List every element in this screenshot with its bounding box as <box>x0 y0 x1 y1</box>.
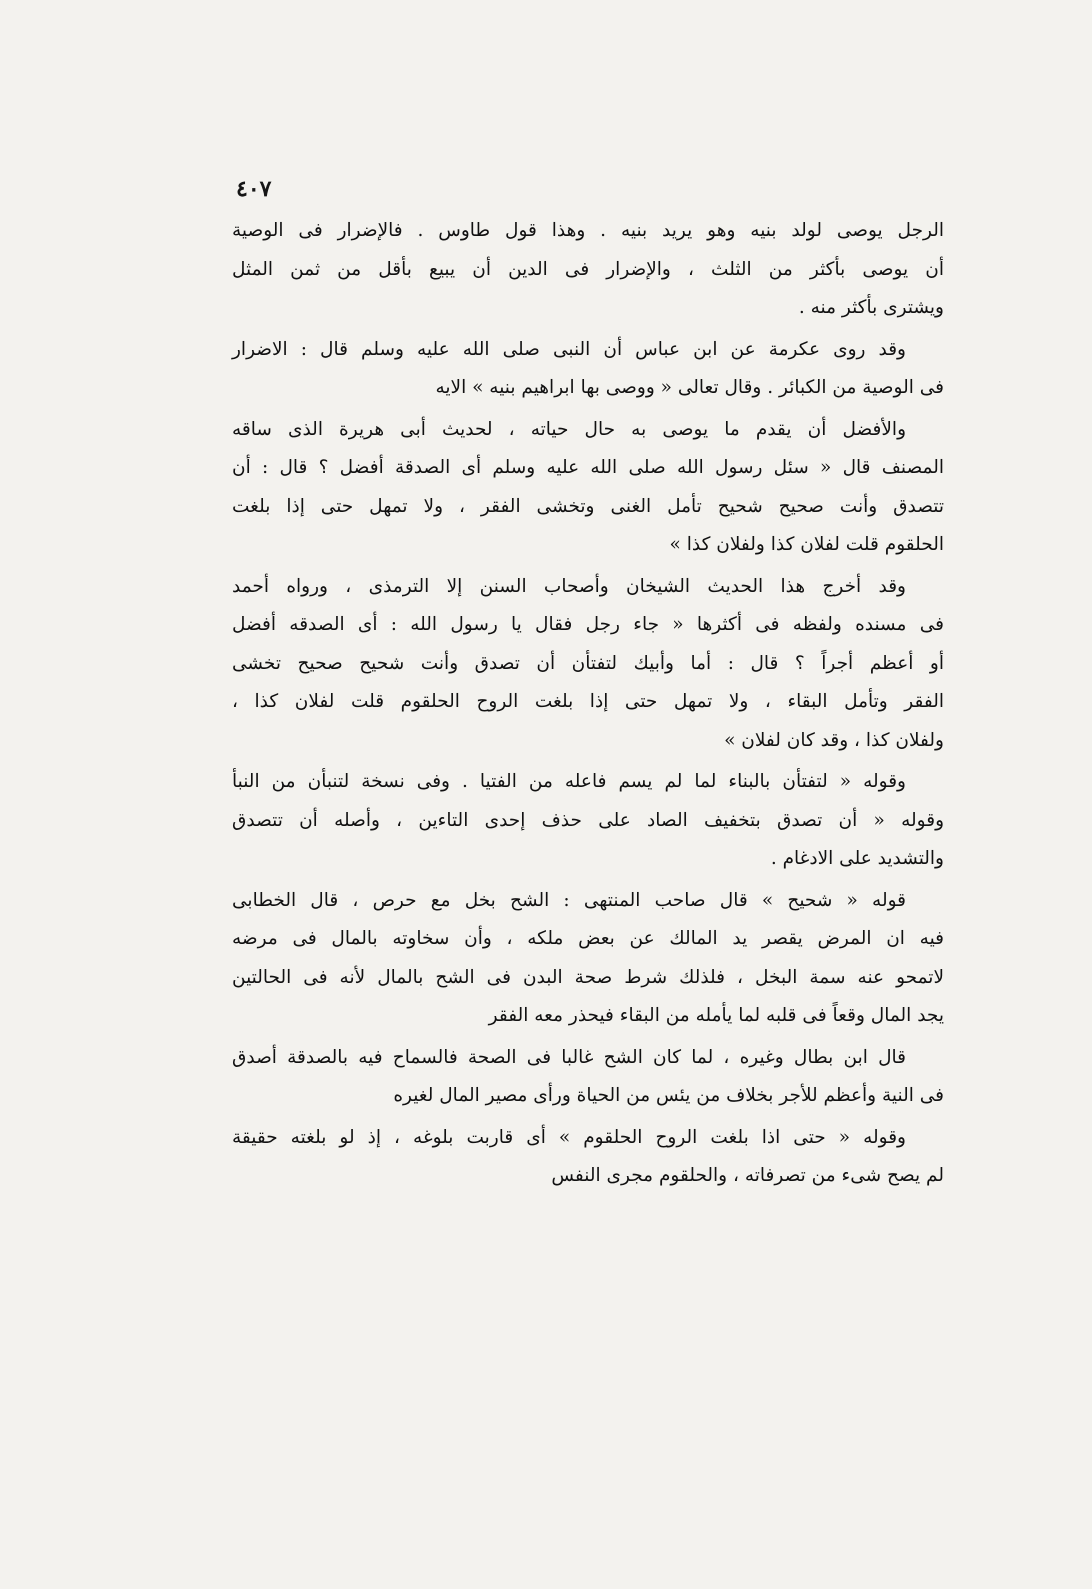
text-line: لاتمحو عنه سمة البخل ، فلذلك شرط صحة البدن فى الشح بالمال لأنه فى الحالتين <box>232 966 944 988</box>
text-line: وقد أخرج هذا الحديث الشيخان وأصحاب السنن إلا الترمذى ، ورواه أحمد <box>232 575 906 597</box>
text-line: يجد المال وقعاً فى قلبه لما يأمله من البقاء فيحذر معه الفقر <box>488 1005 944 1026</box>
paragraph <box>232 411 944 565</box>
text-line: وقوله « لتفتأن بالبناء لما لم يسم فاعله من الفتيا . وفى نسخة لتنبأن من النبأ <box>232 771 906 792</box>
text-line: الرجل يوصى لولد بنيه وهو يريد بنيه . وهذا قول طاوس . فالإضرار فى الوصية <box>232 220 944 241</box>
paragraph <box>232 212 944 328</box>
text-line: والأفضل أن يقدم ما يوصى به حال حياته ، لحديث أبى هريرة الذى ساقه <box>232 418 906 440</box>
text-line: المصنف قال « سئل رسول الله صلى الله عليه وسلم أى الصدقة أفضل ؟ قال : أن <box>232 457 944 478</box>
text-line: ولفلان كذا ، وقد كان لفلان » <box>724 729 944 751</box>
text-line: قوله « شحيح » قال صاحب المنتهى : الشح بخل مع حرص ، قال الخطابى <box>232 889 906 911</box>
text-line: وقوله « أن تصدق بتخفيف الصاد على حذف إحدى التاءين ، وأصله أن تتصدق <box>232 809 944 831</box>
text-line: وقوله « حتى اذا بلغت الروح الحلقوم » أى قاربت بلوغه ، إذ لو بلغته حقيقة <box>232 1126 906 1148</box>
text-line: تتصدق وأنت صحيح شحيح تأمل الغنى وتخشى الفقر ، ولا تمهل حتى إذا بلغت <box>232 495 944 517</box>
text-line: فى مسنده ولفظه فى أكثرها « جاء رجل فقال يا رسول الله : أى الصدقه أفضل <box>232 614 944 635</box>
text-line: الحلقوم قلت لفلان كذا ولفلان كذا » <box>669 534 944 555</box>
text-line: والتشديد على الادغام . <box>770 848 944 869</box>
page-number: ٤٠٧ <box>236 176 272 202</box>
text-line: وقد روى عكرمة عن ابن عباس أن النبى صلى الله عليه وسلم قال : الاضرار <box>232 338 906 360</box>
text-line: لم يصح شىء من تصرفاته ، والحلقوم مجرى النفس <box>551 1165 944 1186</box>
text-line: ويشترى بأكثر منه . <box>798 297 944 318</box>
text-line: فى الوصية من الكبائر . وقال تعالى « ووصى بها ابراهيم بنيه » الايه <box>435 377 944 398</box>
paragraph <box>232 331 944 408</box>
paragraph <box>232 1119 944 1196</box>
paragraph <box>232 882 944 1036</box>
text-line: الفقر وتأمل البقاء ، ولا تمهل حتى إذا بلغت الروح الحلقوم قلت لفلان كذا ، <box>232 691 944 712</box>
paragraph <box>232 568 944 761</box>
text-line: قال ابن بطال وغيره ، لما كان الشح غالبا فى الصحة فالسماح فيه بالصدقة أصدق <box>232 1046 906 1068</box>
text-line: أو أعظم أجراً ؟ قال : أما وأبيك لتفتأن أن تصدق وأنت شحيح صحيح تخشى <box>232 652 944 674</box>
text-line: فيه ان المرض يقصر يد المالك عن بعض ملكه ، وأن سخاوته بالمال فى مرضه <box>232 928 944 949</box>
body-text <box>232 212 944 1199</box>
text-line: فى النية وأعظم للأجر بخلاف من يئس من الحياة ورأى مصير المال لغيره <box>393 1085 944 1106</box>
paragraph <box>232 1039 944 1116</box>
paragraph <box>232 763 944 879</box>
text-line: أن يوصى بأكثر من الثلث ، والإضرار فى الدين أن يبيع بأقل من ثمن المثل <box>232 258 944 280</box>
